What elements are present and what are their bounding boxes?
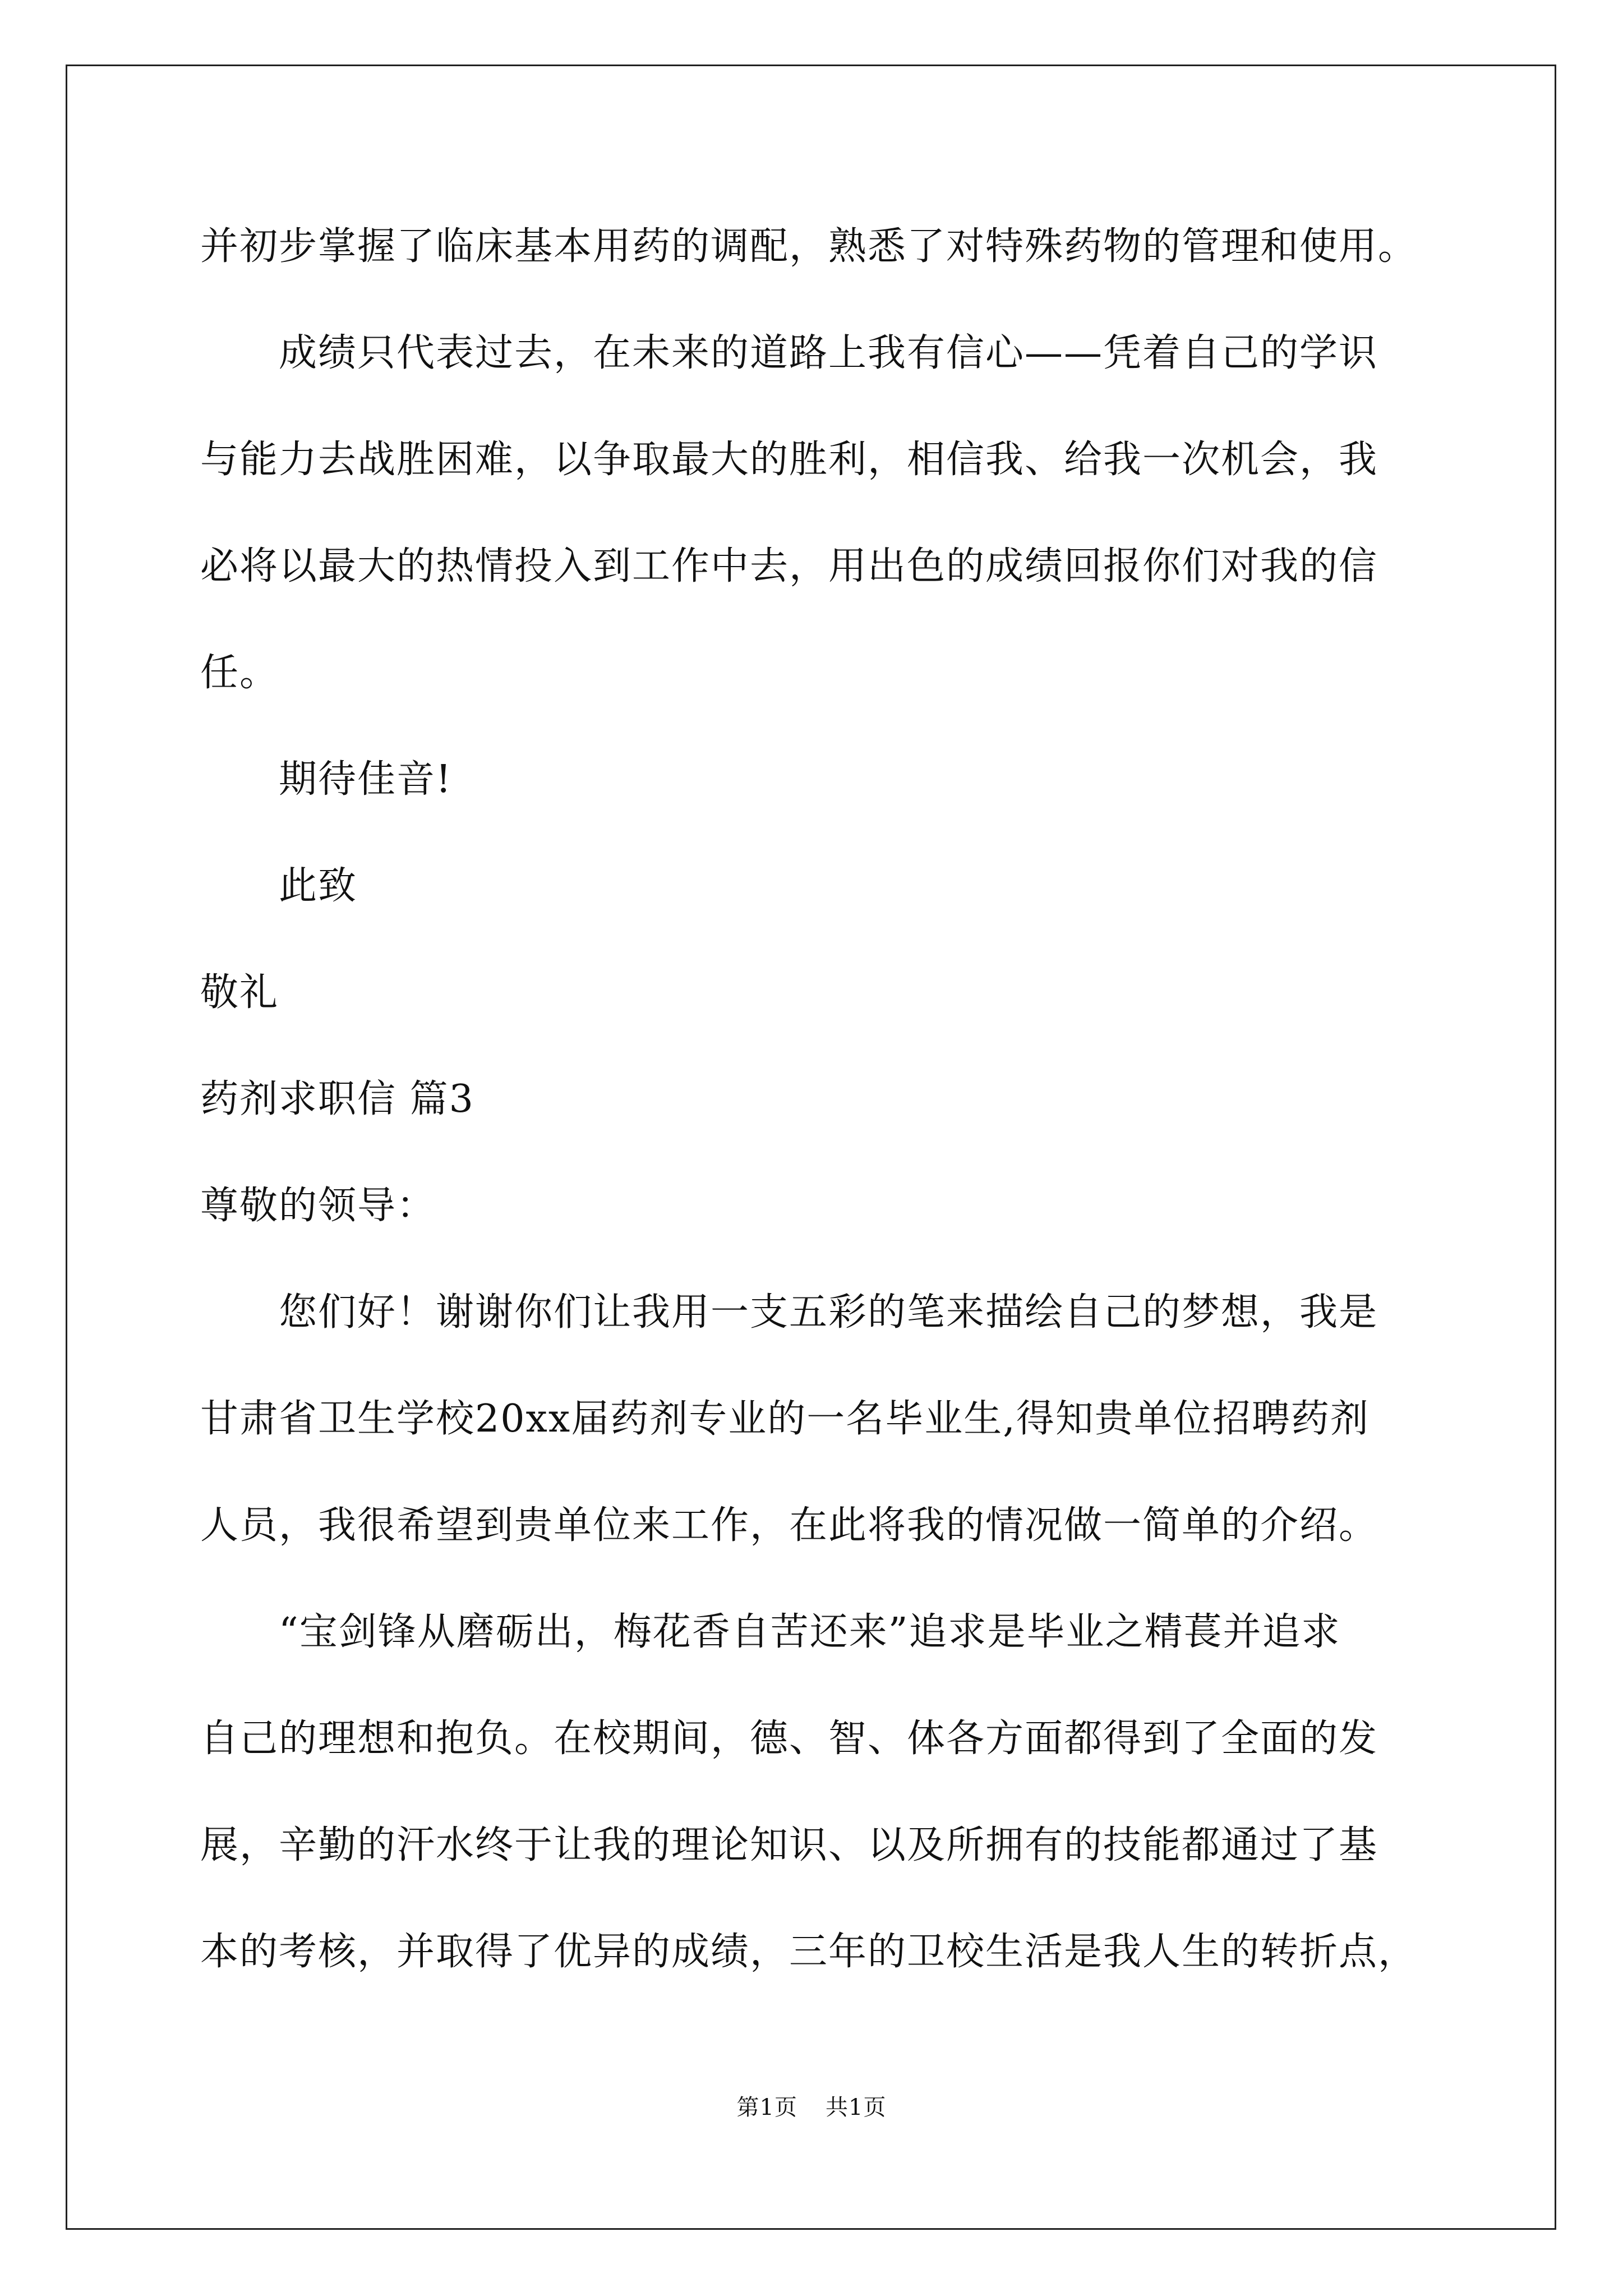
page-count: 共1页 [826,2095,887,2120]
greeting: 尊敬的领导： [200,1184,436,1228]
section-heading: 药剂求职信 篇3 [200,1077,474,1121]
page-footer [0,2090,1623,2122]
text-line: “宝剑锋从磨砺出，梅花香自苦还来”追求是毕业之精萇并追求 [279,1610,1341,1654]
page-number: 第1页 [736,2095,797,2120]
text-line: 展，辛勤的汗水终于让我的理论知识、以及所拥有的技能都通过了基 [200,1823,1378,1867]
salutation-close: 此致 [279,864,358,908]
text-line: 人员，我很希望到贵单位来工作，在此将我的情况做一简单的介绍。 [200,1503,1378,1548]
text-line: 自己的理想和抱负。在校期间，德、智、体各方面都得到了全面的发 [200,1717,1378,1761]
text-line: 与能力去战胜困难，以争取最大的胜利，相信我、给我一次机会，我 [200,438,1378,482]
salutation-regards: 敬礼 [200,970,279,1015]
text-line: 您们好！谢谢你们让我用一支五彩的笔来描绘自己的梦想，我是 [279,1290,1378,1335]
text-line: 任。 [200,651,279,695]
text-line: 成绩只代表过去，在未来的道路上我有信心——凭着自己的学识 [279,331,1378,375]
closing-wish: 期待佳音! [279,757,453,802]
text-line: 本的考核，并取得了优异的成绩，三年的卫校生活是我人生的转折点， [200,1930,1418,1974]
letter-body [200,216,1434,2028]
text-line: 甘肃省卫生学校20xx届药剂专业的一名毕业生,得知贵单位招聘药剂 [200,1397,1370,1441]
text-line: 并初步掌握了临床基本用药的调配，熟悉了对特殊药物的管理和使用。 [200,224,1418,269]
text-line: 必将以最大的热情投入到工作中去，用出色的成绩回报你们对我的信 [200,544,1378,588]
